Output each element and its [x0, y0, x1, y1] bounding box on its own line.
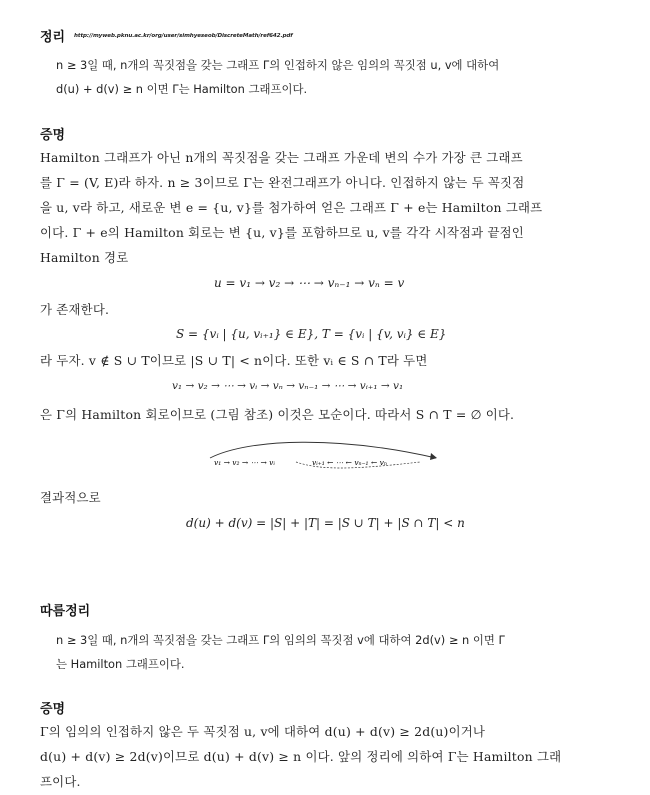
proof-line-6: 가 존재한다.: [40, 302, 110, 317]
proof2-line-2: d(u) + d(v) ≥ 2d(v)이므로 d(u) + d(v) ≥ n 이다. 앞의 정리에 의하여 Γ는 Hamilton 그래: [40, 749, 562, 764]
proof2-line-1: Γ의 임의의 인접하지 않은 두 꼭짓점 u, v에 대하여 d(u) + d(v) ≥ 2d(u)이거나: [40, 724, 486, 739]
equation-degree-sum: d(u) + d(v) = |S| + |T| = |S ∪ T| + |S ∩ T| < n: [186, 516, 465, 530]
theorem-label: 정리: [40, 30, 66, 45]
proof-line-4: 이다. Γ + e의 Hamilton 회로는 변 {u, v}를 포함하므로 u, v를 각각 시작점과 끝점인: [40, 225, 524, 240]
proof-line-1: Hamilton 그래프가 아닌 n개의 꼭짓점을 갖는 그래프 가운데 변의 수가 가장 큰 그래프: [40, 150, 523, 165]
proof-line-7: 라 두자. v ∉ S ∪ T이므로 |S ∪ T| < n이다. 또한 vᵢ ∈ S ∩ T라 두면: [40, 353, 428, 368]
proof-line-5: Hamilton 경로: [40, 250, 129, 265]
corollary-label: 따름정리: [40, 604, 91, 619]
proof-line-9: 결과적으로: [40, 490, 101, 505]
theorem-line-2: d(u) + d(v) ≥ n 이면 Γ는 Hamilton 그래프이다.: [56, 82, 308, 96]
reference-url[interactable]: http://myweb.pknu.ac.kr/org/user/simhyeseob/DiscreteMath/ref642.pdf: [74, 33, 293, 39]
equation-hamilton-path: u = v₁ → v₂ → ⋯ → vₙ₋₁ → vₙ = v: [214, 276, 405, 290]
hamilton-cycle-figure: [200, 440, 450, 476]
proof2-label: 증명: [40, 702, 66, 717]
figure-right-label: vᵢ₊₁ ← ⋯ ← vₙ₋₁ ← vₙ: [312, 458, 387, 467]
theorem-line-1: n ≥ 3일 때, n개의 꼭짓점을 갖는 그래프 Γ의 인접하지 않은 임의의 꼭짓점 u, v에 대하여: [56, 58, 500, 72]
corollary-line-2: 는 Hamilton 그래프이다.: [56, 657, 185, 671]
equation-cycle: v₁ → v₂ → ⋯ → vᵢ → vₙ → vₙ₋₁ → ⋯ → vᵢ₊₁ → v₁: [172, 380, 404, 392]
corollary-line-1: n ≥ 3일 때, n개의 꼭짓점을 갖는 그래프 Γ의 임의의 꼭짓점 v에 대하여 2d(v) ≥ n 이면 Γ: [56, 633, 505, 647]
proof-line-3: 을 u, v라 하고, 새로운 변 e = {u, v}를 첨가하여 얻은 그래프 Γ + e는 Hamilton 그래프: [40, 200, 543, 215]
proof-line-2: 를 Γ = (V, E)라 하자. n ≥ 3이므로 Γ는 완전그래프가 아니다. 인접하지 않는 두 꼭짓점: [40, 175, 525, 190]
proof-line-8: 은 Γ의 Hamilton 회로이므로 (그림 참조) 이것은 모순이다. 따라서 S ∩ T = ∅ 이다.: [40, 407, 515, 422]
figure-left-label: v₁ → v₂ → ⋯ → vᵢ: [214, 458, 275, 467]
proof2-line-3: 프이다.: [40, 774, 81, 789]
proof-label: 증명: [40, 128, 66, 143]
equation-sets: S = {vᵢ | {u, vᵢ₊₁} ∈ E}, T = {vᵢ | {v, vᵢ} ∈ E}: [176, 327, 447, 341]
figure-arc-arrowhead: [430, 453, 437, 460]
figure-upper-arc: [210, 442, 436, 458]
